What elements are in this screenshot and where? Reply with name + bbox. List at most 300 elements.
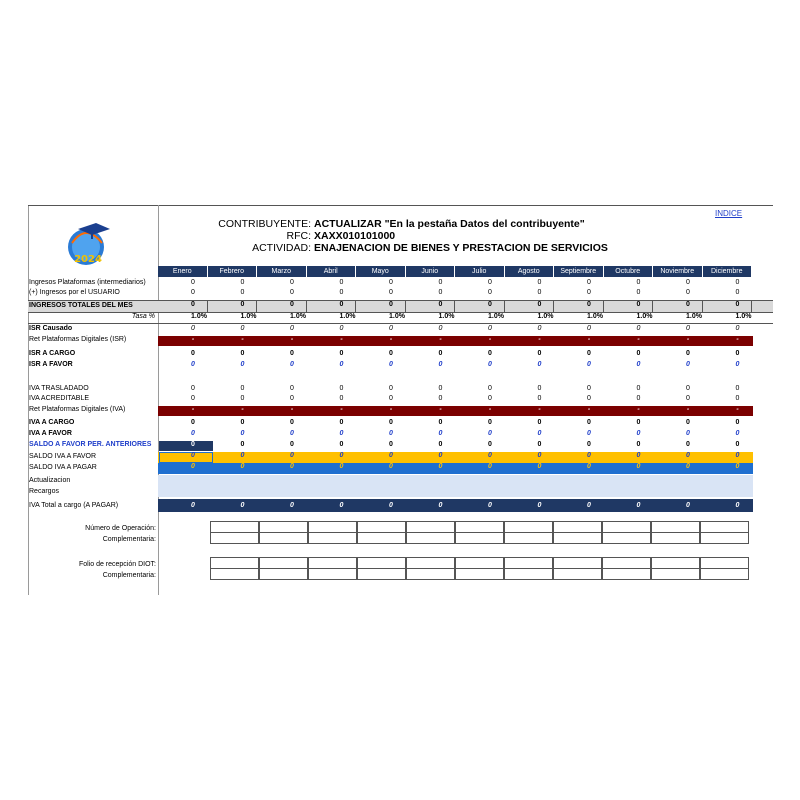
cell-divider xyxy=(306,301,307,312)
cell-saldo-iva-favor-julio[interactable]: 0 xyxy=(488,452,492,459)
cell-isr-causado-octubre[interactable]: 0 xyxy=(636,325,641,332)
cell-iva-total-mayo[interactable]: 0 xyxy=(389,502,393,509)
cell-saldo-iva-pagar-junio[interactable]: 0 xyxy=(438,463,443,470)
cell-iva-trasladado-agosto[interactable]: 0 xyxy=(537,385,542,392)
cell-saldo-iva-favor-octubre[interactable]: 0 xyxy=(636,452,641,459)
cell-isr-causado-septiembre[interactable]: 0 xyxy=(587,325,591,332)
cell-saldo-anteriores-junio[interactable]: 0 xyxy=(438,441,443,448)
row-recargos xyxy=(28,486,773,497)
cell-ret-isr-agosto[interactable]: - xyxy=(538,336,541,343)
cell-isr-causado-mayo[interactable]: 0 xyxy=(389,325,393,332)
complementaria-label-1: Complementaria: xyxy=(102,536,156,543)
footer-input-cell[interactable] xyxy=(357,532,406,544)
cell-ret-isr-julio[interactable]: - xyxy=(488,336,492,343)
cell-ingresos-totales-febrero[interactable]: 0 xyxy=(240,301,245,308)
cell-tasa-agosto[interactable]: 1.0% xyxy=(537,313,554,320)
cell-isr-cargo-abril[interactable]: 0 xyxy=(339,350,344,357)
cell-saldo-iva-pagar-febrero[interactable]: 0 xyxy=(240,463,245,470)
cell-iva-favor-abril[interactable]: 0 xyxy=(339,430,344,437)
cell-ret-isr-junio[interactable]: - xyxy=(439,336,442,343)
cell-iva-cargo-agosto[interactable]: 0 xyxy=(537,419,542,426)
cell-divider xyxy=(603,301,604,312)
cell-iva-acreditable-abril[interactable]: 0 xyxy=(339,395,344,402)
cell-saldo-anteriores-febrero[interactable]: 0 xyxy=(240,441,245,448)
row-ingresos-totales xyxy=(28,300,773,313)
footer-input-cell[interactable] xyxy=(602,568,651,580)
row-label: Ingresos Plataformas (intermediarios) xyxy=(29,279,146,286)
cell-iva-acreditable-febrero[interactable]: 0 xyxy=(240,395,245,402)
cell-saldo-iva-pagar-septiembre[interactable]: 0 xyxy=(587,463,591,470)
cell-iva-total-julio[interactable]: 0 xyxy=(488,502,492,509)
cell-ingresos-usuario-febrero[interactable]: 0 xyxy=(240,289,245,296)
rfc-label: RFC: xyxy=(286,230,311,242)
cell-ingresos-usuario-abril[interactable]: 0 xyxy=(339,289,344,296)
cell-isr-favor-septiembre[interactable]: 0 xyxy=(587,361,591,368)
cell-tasa-mayo[interactable]: 1.0% xyxy=(389,313,405,320)
cell-isr-cargo-diciembre[interactable]: 0 xyxy=(735,350,740,357)
cell-ingresos-totales-marzo[interactable]: 0 xyxy=(290,301,294,308)
cell-iva-favor-febrero[interactable]: 0 xyxy=(240,430,245,437)
cell-iva-trasladado-junio[interactable]: 0 xyxy=(438,385,443,392)
cell-iva-trasladado-septiembre[interactable]: 0 xyxy=(587,385,591,392)
cell-tasa-julio[interactable]: 1.0% xyxy=(488,313,504,320)
footer-input-cell[interactable] xyxy=(406,532,455,544)
cell-saldo-anteriores-agosto[interactable]: 0 xyxy=(537,441,542,448)
actividad-label: ACTIVIDAD: xyxy=(252,242,311,254)
cell-iva-total-febrero[interactable]: 0 xyxy=(240,502,245,509)
row-label: Recargos xyxy=(29,488,59,495)
footer-input-cell[interactable] xyxy=(651,568,700,580)
cell-saldo-iva-favor-enero[interactable]: 0 xyxy=(191,452,195,459)
cell-ret-isr-noviembre[interactable]: - xyxy=(686,336,690,343)
cell-ret-iva-diciembre[interactable]: - xyxy=(736,406,739,413)
cell-iva-total-agosto[interactable]: 0 xyxy=(537,502,542,509)
cell-iva-cargo-febrero[interactable]: 0 xyxy=(240,419,245,426)
cell-saldo-iva-pagar-enero[interactable]: 0 xyxy=(191,463,195,470)
cell-iva-acreditable-agosto[interactable]: 0 xyxy=(537,395,542,402)
sheet-top-border xyxy=(28,205,773,206)
cell-isr-favor-mayo[interactable]: 0 xyxy=(389,361,393,368)
cell-saldo-anteriores-octubre[interactable]: 0 xyxy=(636,441,641,448)
cell-ret-iva-enero[interactable]: - xyxy=(191,406,195,413)
month-header-mayo: Mayo xyxy=(356,266,405,277)
cell-ingresos-usuario-junio[interactable]: 0 xyxy=(438,289,443,296)
footer-input-cell[interactable] xyxy=(259,568,308,580)
cell-iva-total-diciembre[interactable]: 0 xyxy=(735,502,740,509)
footer-input-cell[interactable] xyxy=(602,532,651,544)
cell-isr-favor-noviembre[interactable]: 0 xyxy=(686,361,690,368)
cell-tasa-abril[interactable]: 1.0% xyxy=(339,313,356,320)
cell-iva-acreditable-octubre[interactable]: 0 xyxy=(636,395,641,402)
cell-saldo-iva-pagar-abril[interactable]: 0 xyxy=(339,463,344,470)
footer-input-cell[interactable] xyxy=(455,532,504,544)
cell-isr-favor-febrero[interactable]: 0 xyxy=(240,361,245,368)
cell-saldo-iva-pagar-marzo[interactable]: 0 xyxy=(290,463,294,470)
month-header-diciembre: Diciembre xyxy=(703,266,752,277)
folio-diot-label: Folio de recepción DIOT: xyxy=(78,561,156,568)
cell-isr-cargo-febrero[interactable]: 0 xyxy=(240,350,245,357)
cell-ret-iva-mayo[interactable]: - xyxy=(389,406,393,413)
cell-divider xyxy=(454,301,455,312)
cell-saldo-anteriores-marzo[interactable]: 0 xyxy=(290,441,294,448)
row-label: (+) Ingresos por el USUARIO xyxy=(29,289,120,296)
cell-saldo-anteriores-noviembre[interactable]: 0 xyxy=(686,441,690,448)
cell-divider xyxy=(702,301,703,312)
recargos-band xyxy=(158,486,753,497)
footer-input-cell[interactable] xyxy=(210,532,259,544)
cell-ingresos-plataformas-agosto[interactable]: 0 xyxy=(537,279,542,286)
footer-input-cell[interactable] xyxy=(700,532,749,544)
cell-isr-causado-febrero[interactable]: 0 xyxy=(240,325,245,332)
row-label: IVA Total a cargo (A PAGAR) xyxy=(29,502,119,509)
cell-ret-isr-octubre[interactable]: - xyxy=(637,336,640,343)
cell-saldo-iva-pagar-octubre[interactable]: 0 xyxy=(636,463,641,470)
cell-isr-cargo-junio[interactable]: 0 xyxy=(438,350,443,357)
cell-iva-favor-mayo[interactable]: 0 xyxy=(389,430,393,437)
row-ret-isr xyxy=(28,336,773,346)
row-label: Ret Plataformas Digitales (ISR) xyxy=(29,336,127,343)
cell-saldo-iva-pagar-diciembre[interactable]: 0 xyxy=(735,463,740,470)
cell-ret-isr-enero[interactable]: - xyxy=(191,336,195,343)
cell-saldo-iva-favor-mayo[interactable]: 0 xyxy=(389,452,393,459)
graduation-globe-icon xyxy=(58,213,120,269)
cell-ret-isr-septiembre[interactable]: - xyxy=(587,336,591,343)
cell-ingresos-usuario-marzo[interactable]: 0 xyxy=(290,289,294,296)
month-header-noviembre: Noviembre xyxy=(653,266,702,277)
cell-divider xyxy=(751,301,752,312)
row-isr-causado xyxy=(28,325,773,335)
cell-ret-isr-febrero[interactable]: - xyxy=(241,336,244,343)
cell-iva-total-enero[interactable]: 0 xyxy=(191,502,195,509)
cell-iva-trasladado-diciembre[interactable]: 0 xyxy=(735,385,740,392)
cell-saldo-anteriores-septiembre[interactable]: 0 xyxy=(587,441,591,448)
cell-iva-favor-octubre[interactable]: 0 xyxy=(636,430,641,437)
cell-ingresos-usuario-noviembre[interactable]: 0 xyxy=(686,289,690,296)
cell-isr-favor-julio[interactable]: 0 xyxy=(488,361,492,368)
row-saldo-iva-favor xyxy=(28,452,773,463)
month-header-abril: Abril xyxy=(307,266,356,277)
logo xyxy=(58,213,120,269)
cell-ret-iva-marzo[interactable]: - xyxy=(290,406,294,413)
cell-iva-favor-junio[interactable]: 0 xyxy=(438,430,443,437)
cell-iva-cargo-septiembre[interactable]: 0 xyxy=(587,419,591,426)
month-header-julio: Julio xyxy=(455,266,504,277)
cell-isr-causado-junio[interactable]: 0 xyxy=(438,325,443,332)
cell-iva-cargo-julio[interactable]: 0 xyxy=(488,419,492,426)
footer-input-cell[interactable] xyxy=(553,532,602,544)
cell-divider xyxy=(553,301,554,312)
row-ret-iva xyxy=(28,406,773,416)
cell-divider xyxy=(207,301,208,312)
cell-iva-trasladado-abril[interactable]: 0 xyxy=(339,385,344,392)
cell-ingresos-plataformas-julio[interactable]: 0 xyxy=(488,279,492,286)
row-label: ISR Causado xyxy=(29,325,73,332)
cell-saldo-anteriores-julio[interactable]: 0 xyxy=(488,441,492,448)
cell-ret-isr-diciembre[interactable]: - xyxy=(736,336,739,343)
cell-saldo-iva-favor-diciembre[interactable]: 0 xyxy=(735,452,740,459)
cell-ingresos-plataformas-enero[interactable]: 0 xyxy=(191,279,195,286)
cell-isr-causado-noviembre[interactable]: 0 xyxy=(686,325,690,332)
cell-ingresos-plataformas-septiembre[interactable]: 0 xyxy=(587,279,591,286)
rfc-value: XAXX010101000 xyxy=(314,230,396,242)
cell-iva-favor-marzo[interactable]: 0 xyxy=(290,430,294,437)
actividad-value: ENAJENACION DE BIENES Y PRESTACION DE SERVICIOS xyxy=(314,242,608,254)
cell-iva-trasladado-noviembre[interactable]: 0 xyxy=(686,385,690,392)
cell-iva-trasladado-julio[interactable]: 0 xyxy=(488,385,492,392)
cell-iva-cargo-marzo[interactable]: 0 xyxy=(290,419,294,426)
footer-input-cell[interactable] xyxy=(406,568,455,580)
cell-iva-acreditable-marzo[interactable]: 0 xyxy=(290,395,294,402)
cell-iva-favor-enero[interactable]: 0 xyxy=(191,430,195,437)
row-label: IVA ACREDITABLE xyxy=(29,395,90,402)
cell-iva-trasladado-mayo[interactable]: 0 xyxy=(389,385,393,392)
cell-isr-cargo-mayo[interactable]: 0 xyxy=(389,350,393,357)
cell-ingresos-totales-julio[interactable]: 0 xyxy=(488,301,492,308)
cell-saldo-anteriores-enero[interactable]: 0 xyxy=(191,441,195,448)
cell-iva-favor-julio[interactable]: 0 xyxy=(488,430,492,437)
cell-ret-iva-octubre[interactable]: - xyxy=(637,406,640,413)
cell-ingresos-plataformas-junio[interactable]: 0 xyxy=(438,279,443,286)
cell-iva-acreditable-septiembre[interactable]: 0 xyxy=(587,395,591,402)
cell-divider xyxy=(256,301,257,312)
cell-isr-favor-junio[interactable]: 0 xyxy=(438,361,443,368)
cell-iva-cargo-diciembre[interactable]: 0 xyxy=(735,419,740,426)
cell-ingresos-plataformas-febrero[interactable]: 0 xyxy=(240,279,245,286)
cell-ret-isr-mayo[interactable]: - xyxy=(389,336,393,343)
cell-saldo-anteriores-abril[interactable]: 0 xyxy=(339,441,344,448)
cell-iva-cargo-enero[interactable]: 0 xyxy=(191,419,195,426)
row-label: IVA A FAVOR xyxy=(29,430,72,437)
cell-ret-iva-agosto[interactable]: - xyxy=(538,406,541,413)
cell-ingresos-totales-junio[interactable]: 0 xyxy=(438,301,443,308)
cell-isr-cargo-agosto[interactable]: 0 xyxy=(537,350,542,357)
cell-ret-isr-abril[interactable]: - xyxy=(340,336,343,343)
cell-divider xyxy=(504,301,505,312)
cell-isr-favor-enero[interactable]: 0 xyxy=(191,361,195,368)
cell-isr-cargo-julio[interactable]: 0 xyxy=(488,350,492,357)
cell-ret-iva-septiembre[interactable]: - xyxy=(587,406,591,413)
row-label: IVA A CARGO xyxy=(29,419,75,426)
cell-saldo-iva-favor-marzo[interactable]: 0 xyxy=(290,452,294,459)
cell-iva-favor-septiembre[interactable]: 0 xyxy=(587,430,591,437)
cell-ingresos-totales-mayo[interactable]: 0 xyxy=(389,301,393,308)
cell-saldo-iva-pagar-julio[interactable]: 0 xyxy=(488,463,492,470)
row-ingresos-plataformas xyxy=(28,279,773,289)
footer-input-cell[interactable] xyxy=(455,568,504,580)
cell-iva-trasladado-marzo[interactable]: 0 xyxy=(290,385,294,392)
cell-ret-iva-febrero[interactable]: - xyxy=(241,406,244,413)
cell-ingresos-totales-enero[interactable]: 0 xyxy=(191,301,195,308)
footer-input-cell[interactable] xyxy=(357,568,406,580)
cell-iva-total-junio[interactable]: 0 xyxy=(438,502,443,509)
cell-iva-total-noviembre[interactable]: 0 xyxy=(686,502,690,509)
row-label: Actualizacion xyxy=(29,477,71,484)
cell-ingresos-totales-noviembre[interactable]: 0 xyxy=(686,301,690,308)
cell-iva-cargo-noviembre[interactable]: 0 xyxy=(686,419,690,426)
cell-iva-total-abril[interactable]: 0 xyxy=(339,502,344,509)
row-label: SALDO A FAVOR PER. ANTERIORES xyxy=(29,441,152,448)
cell-ingresos-usuario-julio[interactable]: 0 xyxy=(488,289,492,296)
cell-iva-favor-agosto[interactable]: 0 xyxy=(537,430,542,437)
cell-iva-trasladado-enero[interactable]: 0 xyxy=(191,385,195,392)
cell-tasa-febrero[interactable]: 1.0% xyxy=(240,313,257,320)
row-iva-total xyxy=(28,499,773,512)
cell-iva-favor-noviembre[interactable]: 0 xyxy=(686,430,690,437)
cell-tasa-junio[interactable]: 1.0% xyxy=(438,313,455,320)
indice-link[interactable]: INDICE xyxy=(715,209,743,218)
cell-iva-trasladado-octubre[interactable]: 0 xyxy=(636,385,641,392)
row-label: Tasa % xyxy=(131,313,155,320)
cell-ingresos-usuario-diciembre[interactable]: 0 xyxy=(735,289,740,296)
cell-iva-cargo-mayo[interactable]: 0 xyxy=(389,419,393,426)
cell-ingresos-usuario-enero[interactable]: 0 xyxy=(191,289,195,296)
cell-iva-cargo-abril[interactable]: 0 xyxy=(339,419,344,426)
cell-isr-favor-diciembre[interactable]: 0 xyxy=(735,361,740,368)
cell-ingresos-plataformas-noviembre[interactable]: 0 xyxy=(686,279,690,286)
cell-iva-total-septiembre[interactable]: 0 xyxy=(587,502,591,509)
cell-saldo-anteriores-diciembre[interactable]: 0 xyxy=(735,441,740,448)
footer-input-cell[interactable] xyxy=(308,532,357,544)
cell-isr-favor-abril[interactable]: 0 xyxy=(339,361,344,368)
cell-ingresos-plataformas-mayo[interactable]: 0 xyxy=(389,279,393,286)
cell-iva-favor-diciembre[interactable]: 0 xyxy=(735,430,740,437)
row-saldo-anteriores xyxy=(28,441,773,451)
row-iva-trasladado xyxy=(28,385,773,395)
cell-isr-favor-octubre[interactable]: 0 xyxy=(636,361,641,368)
cell-isr-causado-agosto[interactable]: 0 xyxy=(537,325,542,332)
cell-ingresos-plataformas-diciembre[interactable]: 0 xyxy=(735,279,740,286)
cell-saldo-iva-favor-abril[interactable]: 0 xyxy=(339,452,344,459)
month-header-agosto: Agosto xyxy=(505,266,554,277)
row-label: IVA TRASLADADO xyxy=(29,385,89,392)
footer-input-cell[interactable] xyxy=(504,532,553,544)
cell-ingresos-totales-diciembre[interactable]: 0 xyxy=(735,301,740,308)
row-label: Ret Plataformas Digitales (IVA) xyxy=(29,406,126,413)
footer-input-cell[interactable] xyxy=(700,568,749,580)
cell-saldo-iva-pagar-agosto[interactable]: 0 xyxy=(537,463,542,470)
footer-input-cell[interactable] xyxy=(308,568,357,580)
cell-ingresos-totales-octubre[interactable]: 0 xyxy=(636,301,641,308)
cell-iva-trasladado-febrero[interactable]: 0 xyxy=(240,385,245,392)
month-header-marzo: Marzo xyxy=(257,266,306,277)
cell-isr-causado-marzo[interactable]: 0 xyxy=(290,325,294,332)
footer-input-cell[interactable] xyxy=(651,532,700,544)
cell-ingresos-plataformas-octubre[interactable]: 0 xyxy=(636,279,641,286)
svg-text:2024: 2024 xyxy=(74,254,102,265)
footer-input-cell[interactable] xyxy=(504,568,553,580)
row-saldo-iva-pagar xyxy=(28,463,773,474)
footer-input-cell[interactable] xyxy=(259,532,308,544)
month-header-enero: Enero xyxy=(158,266,207,277)
month-header-octubre: Octubre xyxy=(604,266,653,277)
cell-tasa-marzo[interactable]: 1.0% xyxy=(290,313,306,320)
cell-tasa-enero[interactable]: 1.0% xyxy=(191,313,207,320)
cell-tasa-octubre[interactable]: 1.0% xyxy=(636,313,653,320)
cell-ret-iva-junio[interactable]: - xyxy=(439,406,442,413)
complementaria-label-2: Complementaria: xyxy=(102,572,156,579)
footer-input-cell[interactable] xyxy=(210,568,259,580)
cell-ingresos-usuario-mayo[interactable]: 0 xyxy=(389,289,393,296)
cell-tasa-diciembre[interactable]: 1.0% xyxy=(735,313,752,320)
cell-iva-acreditable-enero[interactable]: 0 xyxy=(191,395,195,402)
cell-isr-cargo-octubre[interactable]: 0 xyxy=(636,350,641,357)
cell-ingresos-usuario-agosto[interactable]: 0 xyxy=(537,289,542,296)
cell-isr-causado-enero[interactable]: 0 xyxy=(191,325,195,332)
cell-isr-cargo-noviembre[interactable]: 0 xyxy=(686,350,690,357)
cell-ret-isr-marzo[interactable]: - xyxy=(290,336,294,343)
cell-tasa-septiembre[interactable]: 1.0% xyxy=(587,313,603,320)
row-iva-favor xyxy=(28,430,773,440)
cell-iva-acreditable-julio[interactable]: 0 xyxy=(488,395,492,402)
row-tasa xyxy=(28,313,773,324)
cell-iva-total-octubre[interactable]: 0 xyxy=(636,502,641,509)
row-isr-favor xyxy=(28,361,773,371)
cell-isr-cargo-septiembre[interactable]: 0 xyxy=(587,350,591,357)
contribuyente-value: ACTUALIZAR "En la pestaña Datos del contribuyente" xyxy=(314,218,585,230)
cell-ingresos-totales-septiembre[interactable]: 0 xyxy=(587,301,591,308)
cell-saldo-anteriores-mayo[interactable]: 0 xyxy=(389,441,393,448)
cell-iva-acreditable-junio[interactable]: 0 xyxy=(438,395,443,402)
cell-isr-cargo-marzo[interactable]: 0 xyxy=(290,350,294,357)
row-label: ISR A CARGO xyxy=(29,350,76,357)
month-header-junio: Junio xyxy=(406,266,455,277)
cell-saldo-iva-favor-febrero[interactable]: 0 xyxy=(240,452,245,459)
cell-ret-iva-noviembre[interactable]: - xyxy=(686,406,690,413)
cell-isr-favor-agosto[interactable]: 0 xyxy=(537,361,542,368)
cell-saldo-iva-favor-junio[interactable]: 0 xyxy=(438,452,443,459)
row-label: ISR A FAVOR xyxy=(29,361,73,368)
spreadsheet xyxy=(28,205,773,595)
cell-saldo-iva-favor-noviembre[interactable]: 0 xyxy=(686,452,690,459)
cell-isr-favor-marzo[interactable]: 0 xyxy=(290,361,294,368)
row-label: SALDO IVA A FAVOR xyxy=(29,453,97,460)
numero-operacion-label: Número de Operación: xyxy=(85,525,156,532)
cell-iva-acreditable-diciembre[interactable]: 0 xyxy=(735,395,740,402)
actualizacion-band xyxy=(158,475,753,486)
contribuyente-label: CONTRIBUYENTE: xyxy=(218,218,311,230)
cell-saldo-iva-pagar-noviembre[interactable]: 0 xyxy=(686,463,690,470)
cell-iva-total-marzo[interactable]: 0 xyxy=(290,502,294,509)
cell-isr-causado-abril[interactable]: 0 xyxy=(339,325,344,332)
cell-saldo-iva-pagar-mayo[interactable]: 0 xyxy=(389,463,393,470)
cell-isr-causado-diciembre[interactable]: 0 xyxy=(735,325,740,332)
row-actualizacion xyxy=(28,475,773,486)
cell-ret-iva-abril[interactable]: - xyxy=(340,406,343,413)
cell-ingresos-usuario-octubre[interactable]: 0 xyxy=(636,289,641,296)
cell-isr-cargo-enero[interactable]: 0 xyxy=(191,350,195,357)
cell-ingresos-plataformas-abril[interactable]: 0 xyxy=(339,279,344,286)
cell-divider xyxy=(405,301,406,312)
month-header-septiembre: Septiembre xyxy=(554,266,603,277)
cell-iva-cargo-octubre[interactable]: 0 xyxy=(636,419,641,426)
cell-tasa-noviembre[interactable]: 1.0% xyxy=(686,313,702,320)
row-iva-cargo xyxy=(28,419,773,429)
cell-ret-iva-julio[interactable]: - xyxy=(488,406,492,413)
row-label: SALDO IVA A PAGAR xyxy=(29,464,97,471)
cell-saldo-iva-favor-septiembre[interactable]: 0 xyxy=(587,452,591,459)
cell-ingresos-plataformas-marzo[interactable]: 0 xyxy=(290,279,294,286)
cell-isr-causado-julio[interactable]: 0 xyxy=(488,325,492,332)
cell-iva-acreditable-noviembre[interactable]: 0 xyxy=(686,395,690,402)
month-header-febrero: Febrero xyxy=(208,266,257,277)
cell-ingresos-totales-agosto[interactable]: 0 xyxy=(537,301,542,308)
cell-iva-acreditable-mayo[interactable]: 0 xyxy=(389,395,393,402)
cell-ingresos-usuario-septiembre[interactable]: 0 xyxy=(587,289,591,296)
footer-input-cell[interactable] xyxy=(553,568,602,580)
cell-iva-cargo-junio[interactable]: 0 xyxy=(438,419,443,426)
cell-ingresos-totales-abril[interactable]: 0 xyxy=(339,301,344,308)
cell-saldo-iva-favor-agosto[interactable]: 0 xyxy=(537,452,542,459)
